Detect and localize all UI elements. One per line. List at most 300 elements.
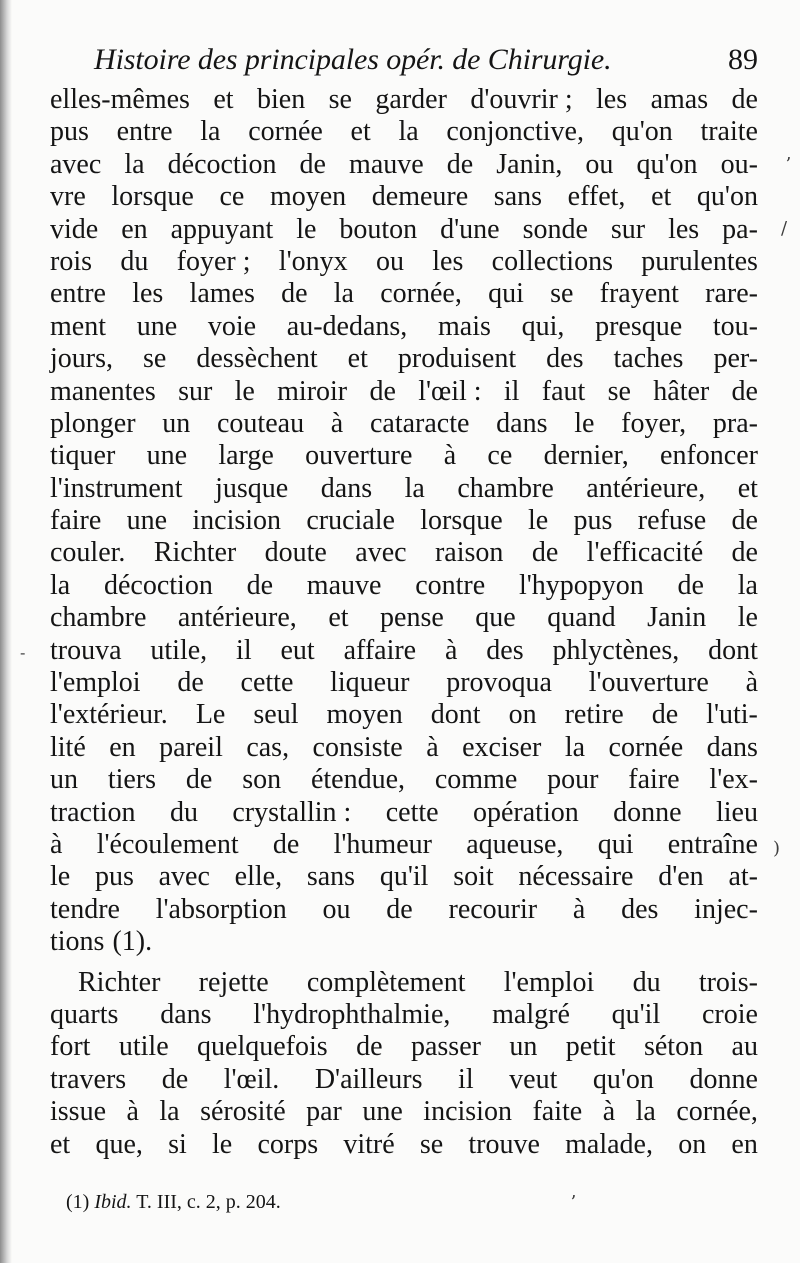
word: ce xyxy=(219,181,245,213)
word: trouva xyxy=(50,634,122,666)
word: cornée xyxy=(608,731,684,763)
word: se xyxy=(328,84,352,115)
word: fort xyxy=(50,1031,91,1063)
word: du xyxy=(169,796,198,828)
word: phlyctènes, xyxy=(552,634,680,666)
word: qu'il xyxy=(379,861,429,893)
word: en xyxy=(121,213,148,245)
word: l'onyx xyxy=(278,245,348,277)
word: at- xyxy=(728,861,758,893)
word: D'ailleurs xyxy=(314,1063,423,1095)
word: par xyxy=(306,1096,342,1128)
word: de xyxy=(731,375,758,407)
word: eut xyxy=(280,634,315,666)
word: faite xyxy=(532,1096,583,1128)
word: le xyxy=(574,407,595,439)
margin-mark: ʼ xyxy=(570,1192,576,1213)
word: la xyxy=(124,148,145,180)
word: doute xyxy=(264,537,327,569)
word: ouverture xyxy=(305,440,413,472)
word: cornée xyxy=(248,116,323,148)
text-line xyxy=(50,246,758,278)
word: appuyant xyxy=(170,213,274,245)
text-line xyxy=(50,602,758,634)
word: rejette xyxy=(198,966,269,998)
word: cataracte xyxy=(369,407,470,439)
word: une xyxy=(126,505,168,537)
word: une xyxy=(362,1096,403,1128)
word: l'écoulement xyxy=(96,828,239,860)
word: cas, xyxy=(246,731,290,763)
word: à xyxy=(330,407,344,439)
word: une xyxy=(136,310,178,342)
word: à xyxy=(572,893,586,925)
word: veut xyxy=(509,1063,558,1095)
word: cornée, xyxy=(380,278,462,310)
word: du xyxy=(632,966,661,998)
word: de xyxy=(299,148,326,180)
text-line xyxy=(50,473,758,505)
text-line xyxy=(50,149,758,181)
word: faire xyxy=(628,764,680,796)
word: mais xyxy=(437,310,491,342)
word: nécessaire xyxy=(518,861,634,893)
text-line xyxy=(50,343,758,375)
word: le xyxy=(212,1128,233,1160)
word: avec xyxy=(50,148,102,180)
word: l'extérieur. xyxy=(50,699,168,731)
word: il xyxy=(236,634,252,666)
paragraph-gap xyxy=(50,959,758,967)
word: ou- xyxy=(720,148,758,180)
word: il xyxy=(503,375,520,407)
word: entre xyxy=(116,116,173,148)
word: quarts xyxy=(50,998,119,1030)
word: d'en xyxy=(658,861,704,893)
word: l'humeur xyxy=(333,828,432,860)
word: se xyxy=(419,1128,444,1160)
word: le xyxy=(234,375,255,407)
word: aqueuse, xyxy=(466,828,564,860)
word: pra- xyxy=(712,407,758,439)
word: un xyxy=(162,407,191,439)
word: trois- xyxy=(698,966,758,998)
word: chambre xyxy=(457,472,554,504)
word: tiquer xyxy=(50,440,116,472)
word: pour xyxy=(547,764,599,796)
text-line xyxy=(50,732,758,764)
word: rois xyxy=(50,245,92,277)
word: dans xyxy=(160,998,212,1030)
word: lorsque xyxy=(111,181,194,213)
word: qu'il xyxy=(611,998,661,1030)
word: qu'on xyxy=(636,148,698,180)
word: les xyxy=(132,278,164,310)
word: pa- xyxy=(722,213,758,245)
word: les xyxy=(432,245,464,277)
text-line xyxy=(50,181,758,213)
word: tiers xyxy=(107,764,157,796)
word: produisent xyxy=(397,343,517,375)
word: chambre xyxy=(50,602,147,634)
word: entraîne xyxy=(667,828,758,860)
word: exciser xyxy=(462,731,542,763)
word: et xyxy=(737,472,758,504)
word: pense xyxy=(380,602,444,634)
word: antérieure, xyxy=(177,602,297,634)
word: la xyxy=(398,116,419,148)
word: d'ouvrir ; xyxy=(470,84,573,115)
word: et xyxy=(350,116,371,148)
word: et xyxy=(50,1128,71,1160)
word: entre xyxy=(50,278,106,310)
body-text xyxy=(50,84,758,1161)
word: décoction xyxy=(103,569,213,601)
word: de xyxy=(185,764,213,796)
word: cette xyxy=(385,796,439,828)
word: hâter xyxy=(653,375,710,407)
word: se xyxy=(143,343,167,375)
word: malade, xyxy=(565,1128,653,1160)
word: pus xyxy=(573,505,613,537)
word: traite xyxy=(700,116,758,148)
word: du xyxy=(120,245,149,277)
margin-mark: ) xyxy=(773,838,781,859)
word: faut xyxy=(541,375,586,407)
word: l'ouverture xyxy=(588,667,709,699)
word: de xyxy=(446,148,474,180)
word: elles-mêmes xyxy=(50,84,190,115)
word: donne xyxy=(613,796,682,828)
word: des xyxy=(546,343,584,375)
word: de xyxy=(731,84,758,115)
word: malgré xyxy=(492,998,570,1030)
word: collections xyxy=(491,245,613,277)
word: dans xyxy=(706,731,758,763)
word: affaire xyxy=(343,634,417,666)
word: à xyxy=(443,440,457,472)
word: sans xyxy=(306,861,356,893)
word: rare- xyxy=(705,278,758,310)
word: foyer ; xyxy=(176,245,251,277)
word: mauve xyxy=(306,569,382,601)
word: issue xyxy=(50,1096,106,1128)
word: l'œil. xyxy=(223,1063,280,1095)
word: per- xyxy=(713,343,758,375)
word: quand xyxy=(547,602,616,634)
text-line xyxy=(50,699,758,731)
word: de xyxy=(177,667,204,699)
word: la xyxy=(737,569,758,601)
word: l'œil : xyxy=(418,375,482,407)
text-line xyxy=(50,570,758,602)
word: large xyxy=(218,440,274,472)
word: à xyxy=(426,731,439,763)
text-line xyxy=(50,278,758,310)
word: et xyxy=(347,343,368,375)
word: de xyxy=(677,569,704,601)
word: voie xyxy=(207,310,257,342)
word: garder xyxy=(375,84,447,115)
word: une xyxy=(146,440,188,472)
word: et xyxy=(213,84,234,115)
word: un xyxy=(509,1031,538,1063)
word: consiste xyxy=(312,731,403,763)
word: on xyxy=(508,699,537,731)
word: ment xyxy=(50,310,106,342)
word: de xyxy=(281,278,308,310)
word: tendre xyxy=(50,893,120,925)
text-line xyxy=(50,311,758,343)
text-line xyxy=(50,861,758,893)
word: de xyxy=(731,537,758,569)
word: seul xyxy=(253,699,299,731)
word: l'uti- xyxy=(706,699,758,731)
word: en xyxy=(109,731,136,763)
word: l'hypopyon xyxy=(518,569,644,601)
word: ou xyxy=(585,148,614,180)
word: que xyxy=(475,602,516,634)
word: traction xyxy=(50,796,136,828)
word: se xyxy=(607,375,631,407)
word: pus xyxy=(50,116,89,148)
word: contre xyxy=(415,569,486,601)
word: la xyxy=(50,569,71,601)
word: de xyxy=(246,569,274,601)
text-line xyxy=(50,408,758,440)
word: incision xyxy=(423,1096,512,1128)
text-line xyxy=(50,1096,758,1128)
page-binding-shadow xyxy=(0,0,12,1263)
word: demeure xyxy=(371,181,469,213)
word: opération xyxy=(472,796,579,828)
word: dont xyxy=(708,634,758,666)
word: couler. xyxy=(50,537,126,569)
word: lieu xyxy=(715,796,758,828)
word: sonde xyxy=(522,213,588,245)
text-line xyxy=(50,214,758,246)
word: ou xyxy=(375,245,404,277)
word: vre xyxy=(50,181,86,213)
word: décoction xyxy=(167,148,277,180)
word: raison xyxy=(434,537,504,569)
word: un xyxy=(50,764,78,796)
word: lité xyxy=(50,731,86,763)
word: son xyxy=(242,764,282,796)
word: les xyxy=(668,213,700,245)
word: et xyxy=(651,181,672,213)
word: qui xyxy=(488,278,524,310)
word: étendue, xyxy=(310,764,405,796)
word: au-dedans, xyxy=(286,310,408,342)
word: à xyxy=(602,1096,616,1128)
word: moyen xyxy=(326,699,403,731)
text-line xyxy=(50,1064,758,1096)
footnote xyxy=(66,1190,281,1214)
word: Janin, xyxy=(496,148,563,180)
word: de xyxy=(161,1063,189,1095)
word: si xyxy=(168,1128,187,1160)
footnote-marker: (1) xyxy=(66,1191,90,1213)
word: sans xyxy=(493,181,543,213)
text-line xyxy=(50,376,758,408)
word: tou- xyxy=(712,310,758,342)
word: à xyxy=(444,634,458,666)
word: de xyxy=(531,537,559,569)
word: de xyxy=(386,893,413,925)
word: presque xyxy=(595,310,683,342)
word: moyen xyxy=(269,181,347,213)
word: tions xyxy=(50,926,105,958)
text-line xyxy=(50,440,758,472)
text-line xyxy=(50,829,758,861)
word: plonger xyxy=(50,407,136,439)
word: ou xyxy=(322,893,351,925)
word: ce xyxy=(487,440,513,472)
word: injec- xyxy=(694,893,758,925)
text-line xyxy=(50,1129,758,1161)
text-line xyxy=(50,635,758,667)
word: qu'on xyxy=(611,116,673,148)
word: soit xyxy=(453,861,494,893)
text-line xyxy=(50,116,758,148)
word: de xyxy=(651,699,679,731)
word: elle, xyxy=(234,861,283,893)
word: séton xyxy=(643,1031,704,1063)
word: de xyxy=(731,505,758,537)
word: à xyxy=(745,667,758,699)
word: lames xyxy=(189,278,255,310)
word: dont xyxy=(430,699,481,731)
word: à xyxy=(126,1096,139,1128)
word: dernier, xyxy=(543,440,629,472)
word: le xyxy=(50,861,71,893)
word: l'hydrophthalmie, xyxy=(253,998,451,1030)
word: en xyxy=(731,1128,758,1160)
word: jusque xyxy=(215,472,289,504)
word: de xyxy=(356,1031,383,1063)
text-line xyxy=(50,505,758,537)
word: au xyxy=(731,1031,758,1063)
page-header xyxy=(94,40,758,80)
word: avec xyxy=(355,537,407,569)
text-line xyxy=(50,537,758,569)
word: amas xyxy=(650,84,709,115)
word: la xyxy=(635,1096,656,1128)
word: l'emploi xyxy=(503,966,595,998)
word: Janin xyxy=(647,602,707,634)
word: qui, xyxy=(521,310,565,342)
text-line xyxy=(50,999,758,1031)
text-line xyxy=(50,667,758,699)
word: mauve xyxy=(349,148,424,180)
word: manentes xyxy=(50,375,156,407)
word: trouve xyxy=(468,1128,540,1160)
word: l'efficacité xyxy=(586,537,704,569)
word: utile, xyxy=(150,634,208,666)
word: dessèchent xyxy=(196,343,318,375)
running-title: Histoire des principales opér. de Chirurgie. xyxy=(94,43,612,76)
word: avec xyxy=(158,861,210,893)
word: cette xyxy=(240,667,294,699)
word: bouton xyxy=(339,213,418,245)
word: dans xyxy=(320,472,373,504)
word: antérieure, xyxy=(586,472,706,504)
word: bien xyxy=(257,84,306,115)
word: l'absorption xyxy=(155,893,287,925)
word: provoqua xyxy=(446,667,552,699)
word: la xyxy=(200,116,221,148)
word: Richter xyxy=(78,966,161,998)
word: qu'on xyxy=(592,1063,654,1095)
word: à xyxy=(50,828,63,860)
word: donne xyxy=(689,1063,758,1095)
word: passer xyxy=(410,1031,481,1063)
word: des xyxy=(486,634,524,666)
word: lorsque xyxy=(420,505,503,537)
word: il xyxy=(458,1063,474,1095)
word: la xyxy=(333,278,354,310)
text-line xyxy=(50,894,758,926)
text-line xyxy=(50,797,758,829)
word: cornée, xyxy=(676,1096,758,1128)
word: sur xyxy=(610,213,646,245)
word: foyer, xyxy=(621,407,687,439)
word: l'ex- xyxy=(709,764,758,796)
word: le xyxy=(528,505,549,537)
word: travers xyxy=(50,1063,127,1095)
word: recourir xyxy=(448,893,538,925)
word: Richter xyxy=(153,537,237,569)
word: qu'on xyxy=(696,181,758,213)
text-line xyxy=(50,1031,758,1063)
word: vide xyxy=(50,213,99,245)
word: de xyxy=(369,375,396,407)
word: miroir xyxy=(277,375,348,407)
word: d'une xyxy=(440,213,500,245)
word: liqueur xyxy=(330,667,410,699)
word: refuse xyxy=(637,505,707,537)
word: Le xyxy=(195,699,226,731)
word: que, xyxy=(95,1128,143,1160)
word: crystallin : xyxy=(232,796,352,828)
word: taches xyxy=(613,343,684,375)
word: retire xyxy=(564,699,624,731)
word: sérosité xyxy=(200,1096,286,1128)
word: les xyxy=(596,84,628,115)
word: purulentes xyxy=(641,245,758,277)
word: jours, xyxy=(50,343,113,375)
margin-mark: ʼ xyxy=(785,154,791,175)
word: des xyxy=(621,893,659,925)
word: cruciale xyxy=(306,505,395,537)
text-line xyxy=(50,967,758,999)
word: on xyxy=(678,1128,707,1160)
word: effet, xyxy=(567,181,626,213)
word: de xyxy=(272,828,300,860)
word: la xyxy=(159,1096,180,1128)
text-line xyxy=(50,926,758,958)
word: conjonctive, xyxy=(446,116,584,148)
word: le xyxy=(296,213,317,245)
word: incision xyxy=(192,505,282,537)
word: l'emploi xyxy=(50,667,141,699)
word: petit xyxy=(565,1031,616,1063)
footnote-ibid: Ibid. xyxy=(94,1191,132,1213)
text-line xyxy=(50,764,758,796)
word: comme xyxy=(434,764,518,796)
word: quelquefois xyxy=(197,1031,328,1063)
